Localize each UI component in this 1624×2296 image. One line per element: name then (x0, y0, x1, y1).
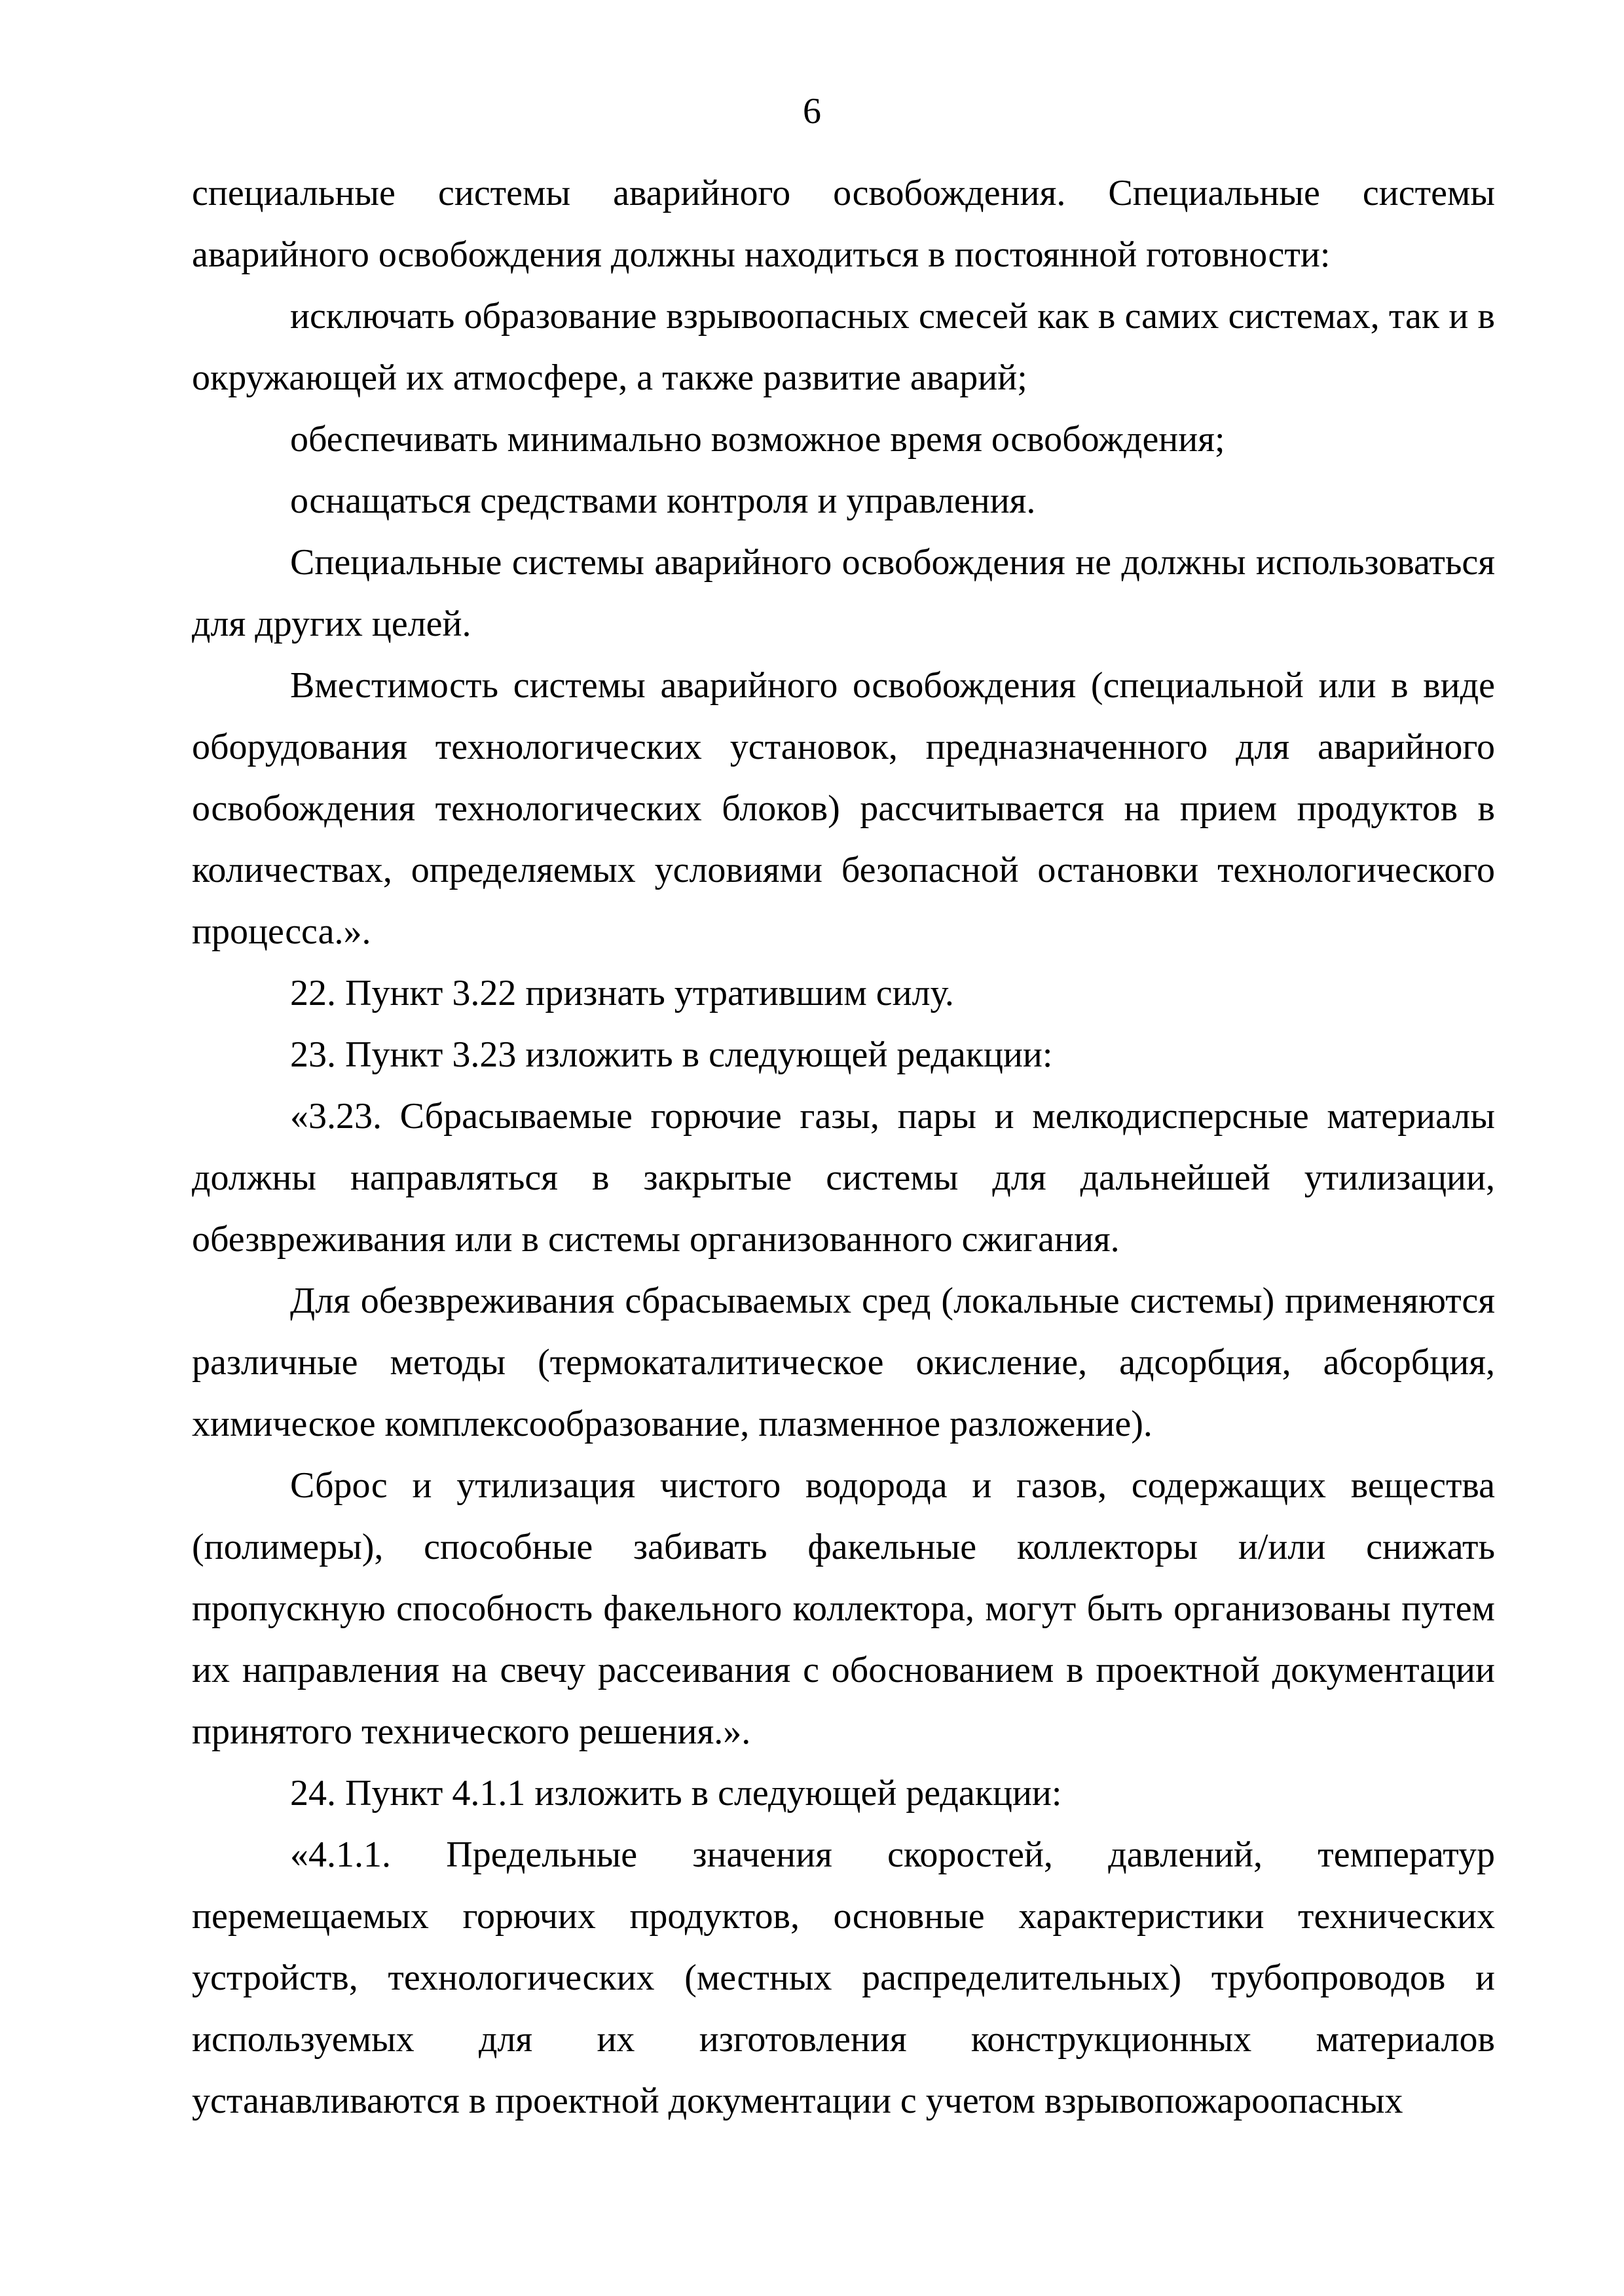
paragraph-2: исключать образование взрывоопасных смесей как в самих системах, так и в окружающей их атмосфере, а также развитие аварий; (192, 296, 1495, 398)
paragraph-4: оснащаться средствами контроля и управления. (290, 481, 1036, 521)
document-body (192, 162, 1495, 2132)
paragraph-1: специальные системы аварийного освобождения. Специальные системы аварийного освобождения должны находиться в постоянной готовности: (192, 173, 1495, 275)
page-number: 6 (803, 91, 821, 132)
paragraph-12: 24. Пункт 4.1.1 изложить в следующей редакции: (290, 1773, 1062, 1813)
paragraph-5: Специальные системы аварийного освобождения не должны использоваться для других целей. (192, 542, 1495, 644)
paragraph-3: обеспечивать минимально возможное время освобождения; (290, 419, 1225, 460)
paragraph-11: Сброс и утилизация чистого водорода и газов, содержащих вещества (полимеры), способные забивать факельные коллекторы и/или снижать пропускную способность факельного коллектора, могут быть организованы путем их направления на свечу рассеивания с обоснованием в проектной документации принятого технического решения.». (192, 1465, 1495, 1752)
paragraph-8: 23. Пункт 3.23 изложить в следующей редакции: (290, 1034, 1053, 1075)
paragraph-10: Для обезвреживания сбрасываемых сред (локальные системы) применяются различные методы (термокаталитическое окисление, адсорбция, абсорбция, химическое комплексообразование, плазменное разложение). (192, 1281, 1495, 1444)
paragraph-13: «4.1.1. Предельные значения скоростей, давлений, температур перемещаемых горючих продуктов, основные характеристики технических устройств, технологических (местных распределительных) трубопроводов и используемых для их изготовления конструкционных материалов устанавливаются в проектной документации с учетом взрывопожароопасных (192, 1834, 1495, 2121)
paragraph-6: Вместимость системы аварийного освобождения (специальной или в виде оборудования технологических установок, предназначенного для аварийного освобождения технологических блоков) рассчитывается на прием продуктов в количествах, определяемых условиями безопасной остановки технологического процесса.». (192, 665, 1495, 952)
paragraph-9: «3.23. Сбрасываемые горючие газы, пары и мелкодисперсные материалы должны направляться в закрытые системы для дальнейшей утилизации, обезвреживания или в системы организованного сжигания. (192, 1096, 1495, 1260)
paragraph-7: 22. Пункт 3.22 признать утратившим силу. (290, 973, 954, 1013)
